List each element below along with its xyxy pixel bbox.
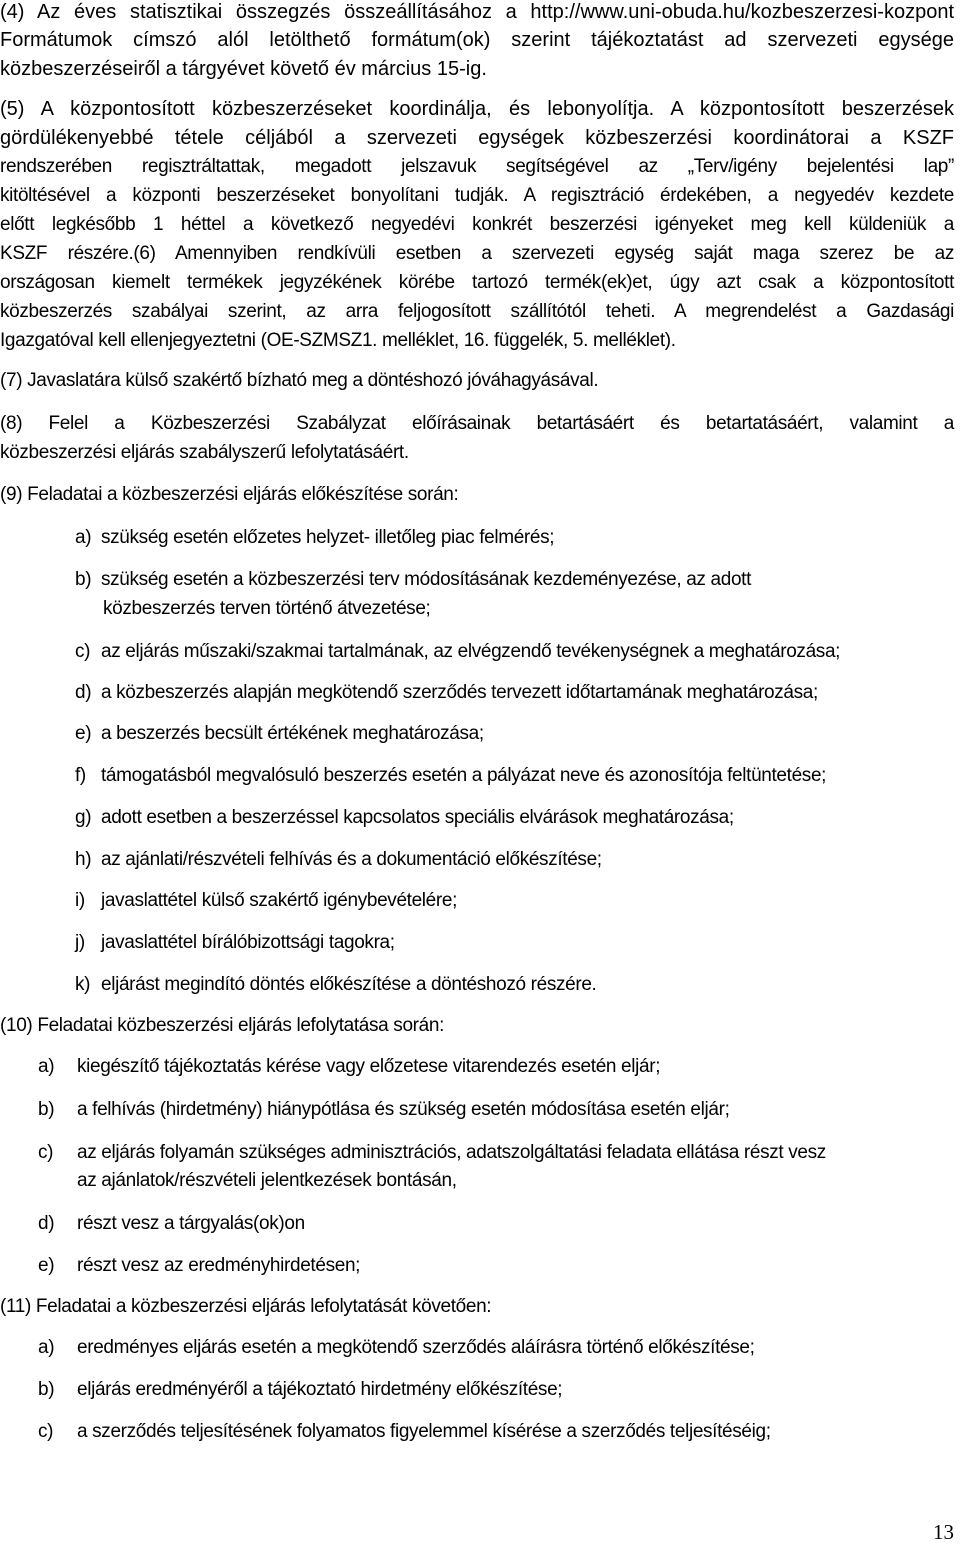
paragraph-5-line-3: rendszerében regisztráltattak, megadott jelszavuk segítségével az „Terv/igény bejelentési lap” [0, 156, 954, 177]
list-item-letter: a) [38, 1337, 55, 1358]
section-11-item-b [38, 1378, 562, 1402]
section-10-item-c-continuation: az ajánlatok/részvételi jelentkezések bontásán, [77, 1170, 457, 1191]
paragraph-8-line-2: közbeszerzési eljárás szabályszerű lefolytatásáért. [0, 442, 409, 463]
list-item-letter: j) [75, 932, 85, 953]
list-item-letter: g) [75, 807, 92, 828]
section-10-item-d [38, 1212, 305, 1236]
list-item-text: részt vesz a tárgyalás(ok)on [77, 1213, 305, 1234]
list-item-letter: i) [75, 890, 85, 911]
list-item-text: eljárás eredményéről a tájékoztató hirdetmény előkészítése; [77, 1379, 563, 1400]
list-item-letter: c) [75, 641, 91, 662]
paragraph-5-line-8: közbeszerzés szabályai szerint, az arra feljogosított szállítótól teheti. A megrendelést a Gazdasági [0, 301, 954, 322]
list-item-text: javaslattétel külső szakértő igénybevételére; [101, 890, 458, 911]
list-item-letter: k) [75, 974, 91, 995]
list-item-text: a szerződés teljesítésének folyamatos figyelemmel kísérése a szerződés teljesítéséig; [77, 1421, 771, 1442]
section-9-heading: (9) Feladatai a közbeszerzési eljárás előkészítése során: [0, 484, 459, 505]
list-item-letter: b) [38, 1099, 55, 1120]
list-item-letter: b) [38, 1379, 55, 1400]
paragraph-8-line-1: (8) Felel a Közbeszerzési Szabályzat előírásainak betartásáért és betartatásáért, valamint a [0, 413, 954, 434]
paragraph-5-line-2: gördülékenyebbé tétele céljából a szervezeti egységek közbeszerzési koordinátorai a KSZF [0, 127, 954, 149]
list-item-text: az ajánlati/részvételi felhívás és a dokumentáció előkészítése; [101, 849, 602, 870]
section-9-item-d [75, 681, 818, 705]
page-number: 13 [933, 1520, 954, 1544]
section-10-heading: (10) Feladatai közbeszerzési eljárás lefolytatása során: [0, 1015, 445, 1036]
list-item-letter: f) [75, 765, 86, 786]
list-item-letter: d) [75, 682, 92, 703]
section-10-item-a [38, 1055, 660, 1079]
paragraph-7: (7) Javaslatára külső szakértő bízható meg a döntéshozó jóváhagyásával. [0, 370, 599, 391]
section-9-item-g [75, 806, 734, 830]
section-9-item-k [75, 973, 596, 997]
section-10-item-e [38, 1254, 360, 1278]
paragraph-5-line-7: országosan kiemelt termékek jegyzékének körébe tartozó termék(ek)et, úgy azt csak a központosított [0, 272, 954, 293]
list-item-text: a beszerzés becsült értékének meghatározása; [101, 723, 484, 744]
list-item-text: támogatásból megvalósuló beszerzés esetén a pályázat neve és azonosítója feltüntetése; [101, 765, 827, 786]
list-item-letter: c) [38, 1421, 54, 1442]
paragraph-5-line-6: KSZF részére.(6) Amennyiben rendkívüli esetben a szervezeti egység saját maga szerez be az [0, 243, 954, 264]
list-item-text: szükség esetén a közbeszerzési terv módosításának kezdeményezése, az adott [101, 569, 752, 590]
list-item-letter: c) [38, 1142, 54, 1163]
list-item-text: kiegészítő tájékoztatás kérése vagy előzetese vitarendezés esetén eljár; [77, 1056, 661, 1077]
paragraph-5-line-4: kitöltésével a központi beszerzéseket bonyolítani tudják. A regisztráció érdekében, a negyedév kezdete [0, 185, 954, 206]
list-item-text: a közbeszerzés alapján megkötendő szerződés tervezett időtartamának meghatározása; [101, 682, 818, 703]
section-11-item-c [38, 1420, 771, 1444]
list-item-text: eljárást megindító döntés előkészítése a döntéshozó részére. [101, 974, 597, 995]
section-9-item-b [75, 568, 751, 592]
paragraph-5-line-9: Igazgatóval kell ellenjegyeztetni (OE-SZMSZ1. melléklet, 16. függelék, 5. melléklet). [0, 330, 676, 351]
list-item-letter: e) [38, 1255, 55, 1276]
section-11-item-a [38, 1336, 755, 1360]
section-9-item-e [75, 722, 484, 746]
list-item-letter: a) [38, 1056, 55, 1077]
paragraph-5-line-5: előtt legkésőbb 1 héttel a következő negyedévi konkrét beszerzési igényeket meg kell küldeniük a [0, 214, 954, 235]
section-9-item-j [75, 931, 395, 955]
paragraph-4-line-1: (4) Az éves statisztikai összegzés összeállításához a http://www.uni-obuda.hu/kozbeszerzesi-kozpont [0, 1, 954, 23]
section-10-item-c [38, 1141, 826, 1165]
paragraph-5-line-1: (5) A központosított közbeszerzéseket koordinálja, és lebonyolítja. A központosított beszerzések [0, 98, 954, 120]
list-item-text: eredményes eljárás esetén a megkötendő szerződés aláírásra történő előkészítése; [77, 1337, 755, 1358]
list-item-letter: h) [75, 849, 92, 870]
section-9-item-f [75, 764, 826, 788]
section-9-item-i [75, 889, 457, 913]
section-9-item-a [75, 526, 554, 550]
list-item-letter: b) [75, 569, 92, 590]
list-item-text: az eljárás műszaki/szakmai tartalmának, az elvégzendő tevékenységnek a meghatározása; [101, 641, 841, 662]
list-item-letter: a) [75, 527, 92, 548]
section-10-item-b [38, 1098, 730, 1122]
list-item-text: az eljárás folyamán szükséges adminisztrációs, adatszolgáltatási feladata ellátása részt vesz [77, 1142, 826, 1163]
list-item-letter: e) [75, 723, 92, 744]
section-11-heading: (11) Feladatai a közbeszerzési eljárás lefolytatását követően: [0, 1296, 492, 1317]
list-item-text: a felhívás (hirdetmény) hiánypótlása és szükség esetén módosítása esetén eljár; [77, 1099, 730, 1120]
section-9-item-c [75, 640, 840, 664]
list-item-letter: d) [38, 1213, 55, 1234]
list-item-text: szükség esetén előzetes helyzet- illetőleg piac felmérés; [101, 527, 555, 548]
list-item-text: részt vesz az eredményhirdetésen; [77, 1255, 361, 1276]
section-9-item-b-continuation: közbeszerzés terven történő átvezetése; [103, 598, 431, 619]
paragraph-4-line-3: közbeszerzéseiről a tárgyévet követő év március 15-ig. [0, 58, 487, 80]
list-item-text: javaslattétel bírálóbizottsági tagokra; [101, 932, 395, 953]
paragraph-4-line-2: Formátumok címszó alól letölthető formátum(ok) szerint tájékoztatást ad szervezeti egysége [0, 29, 954, 51]
list-item-text: adott esetben a beszerzéssel kapcsolatos speciális elvárások meghatározása; [101, 807, 734, 828]
section-9-item-h [75, 848, 602, 872]
